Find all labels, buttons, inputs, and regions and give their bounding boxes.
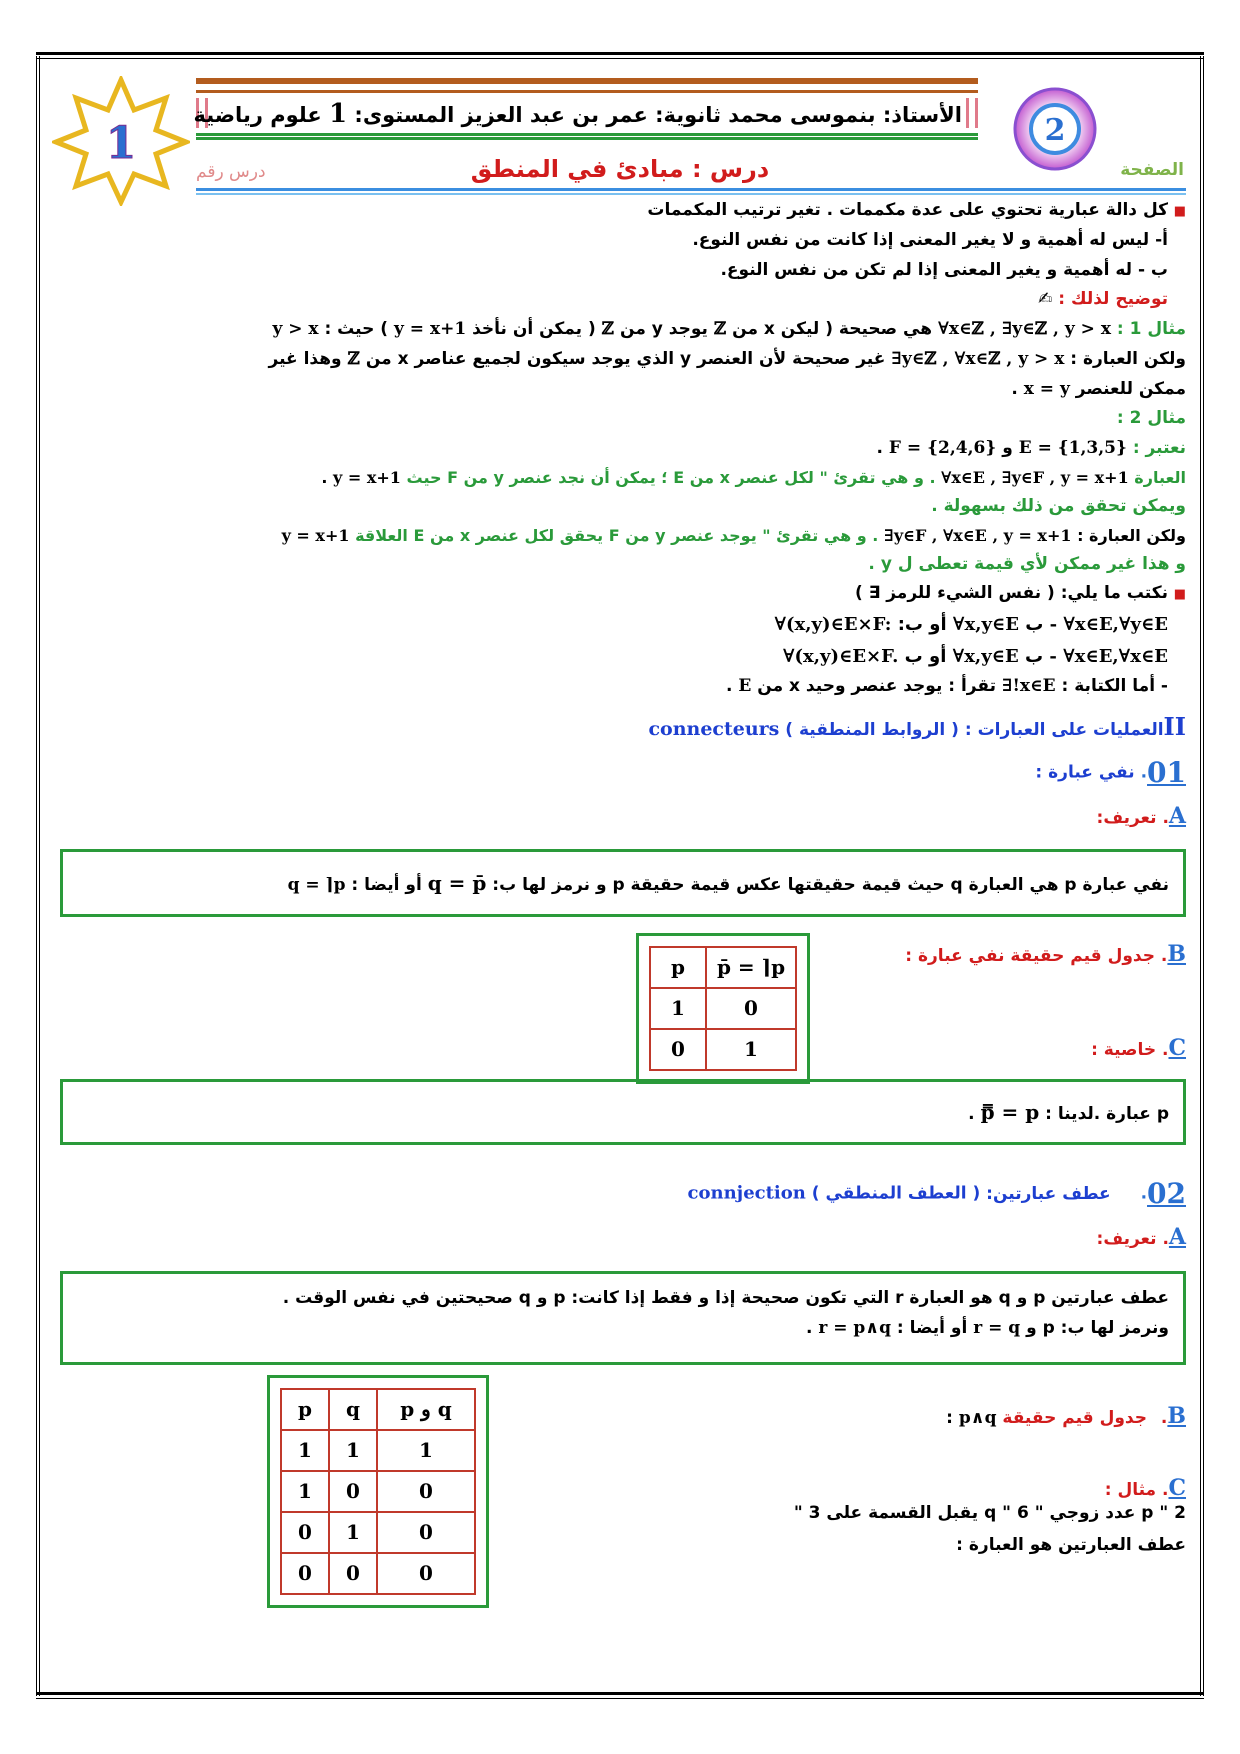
ex2-math1: ∀x∈E , ∃y∈F , y = x+1 — [941, 467, 1129, 487]
pen-hand-icon: ✍ — [1038, 289, 1053, 310]
s01-c-label: خاصية : — [1091, 1040, 1157, 1061]
lesson-title: درس : مبادئ في المنطق — [470, 155, 770, 183]
ex1-line3 — [60, 375, 1186, 405]
b2-r1c: ∀x,y∈E — [952, 614, 1019, 635]
s01-title: نفي عبارة : — [1035, 762, 1135, 783]
s02-title: عطف عبارتين: — [986, 1183, 1111, 1204]
ex2-but-b: . و هي تقرئ " يوجد عنصر y من F يحقق لكل عنصر x من E العلاقة — [355, 525, 879, 545]
ex2-but-a: ولكن العبارة : — [1077, 525, 1186, 545]
b2-r2e: ∀(x,y)∈E×F. — [782, 645, 899, 667]
b2-r3b: تقرأ : يوجد عنصر وحيد x من — [757, 676, 996, 696]
lesson-number-label: درس رقم — [196, 162, 266, 182]
s02-conj-line: عطف العبارتين هو العبارة : — [956, 1534, 1186, 1555]
ex1-math5: x = y — [1023, 378, 1070, 399]
ex1-text2: يوجد y من — [620, 319, 708, 339]
header-underline-light — [196, 193, 1186, 195]
s02-heading: 02. عطف عبارتين: ( العطف المنطقي ) connjection — [687, 1177, 1186, 1211]
table-cell: 1 — [650, 988, 706, 1029]
s02-a-heading: A. تعريف: — [1096, 1224, 1186, 1251]
s01-def-text: نفي عبارة p هي العبارة q حيث قيمة حقيقتها عكس قيمة حقيقة p و نرمز لها ب: — [492, 874, 1169, 895]
b2-r2a: - ∀x∈E,∀x∈E — [1049, 645, 1168, 667]
s02-fr: connjection — [687, 1182, 806, 1204]
teacher-info-text: الأستاذ: بنموسى محمد ثانوية: عمر بن عبد العزيز المستوى: — [354, 103, 962, 127]
ex2-set-e: E = {1,3,5} — [1018, 438, 1127, 458]
s02-b-math: p∧q — [958, 1407, 997, 1428]
badge-right-text: 2 — [1044, 113, 1066, 148]
ex2-but — [60, 522, 1186, 550]
bullet2-intro — [60, 579, 1186, 609]
s02-def2m1: r = q — [973, 1317, 1021, 1338]
s02-definition-box — [60, 1271, 1186, 1365]
ex1-l2a: ولكن العبارة : — [1070, 348, 1186, 369]
page-label: الصفحة — [1120, 160, 1184, 180]
s01-truth-table — [649, 946, 797, 1071]
ex2-phrase — [60, 464, 1186, 492]
s02-truth-table — [280, 1388, 476, 1595]
ex1-text4: ) حيث : — [324, 319, 389, 339]
s02-b-colon: : — [946, 1407, 953, 1428]
s02-a-letter: A — [1168, 1224, 1186, 1251]
s02-def2c: . — [805, 1317, 813, 1338]
section-ii-heading — [60, 706, 1186, 748]
table-cell: 0 — [329, 1471, 377, 1512]
s02-def2a: ونرمز لها ب: p و — [1026, 1317, 1169, 1338]
ex2-math4: y = x+1 — [281, 525, 350, 545]
explain-text: توضيح لذلك : — [1058, 289, 1168, 310]
b2-r1e: ∀(x,y)∈E×F: — [774, 614, 892, 635]
level-number: 1 — [329, 99, 348, 129]
ex2-phrase-c: . — [321, 467, 328, 487]
s01-a-heading: A. تعريف: — [1096, 802, 1186, 829]
s02-def2m2: r = p∧q — [818, 1317, 891, 1338]
s01-property-box — [60, 1079, 1186, 1145]
s01-def-or: أو أيضا : — [351, 874, 422, 895]
ex1-l2c: وهذا غير — [268, 348, 342, 369]
section-ii-num: II — [1163, 711, 1186, 741]
ex2-set-f: F = {2,4,6} — [888, 438, 997, 458]
b2-r1d: أو ب: — [897, 614, 947, 635]
bullet-square-icon: ■ — [1173, 204, 1186, 219]
table-cell: 1 — [281, 1471, 329, 1512]
ex1-line1 — [60, 315, 1186, 345]
table-cell: 0 — [650, 1029, 706, 1070]
s02-truth-table-frame — [267, 1375, 489, 1608]
s01-a-label: تعريف: — [1096, 807, 1157, 828]
ex1-l2b: غير صحيحة لأن العنصر y الذي يوجد سيكون لجميع عناصر x من — [365, 348, 886, 369]
circle-badge-icon — [1012, 86, 1098, 172]
section-ii-text: العمليات على العبارات : ( الروابط المنطقية ) — [785, 719, 1164, 740]
ex2-math3: ∃y∈F , ∀x∈E , y = x+1 — [883, 525, 1072, 545]
s02-a-label: تعريف: — [1096, 1229, 1157, 1250]
table-row — [281, 1553, 475, 1594]
s02-c-letter: C — [1168, 1474, 1186, 1501]
ex1-math3: y > x — [272, 319, 319, 339]
s01-a-letter: A — [1168, 802, 1186, 829]
table-cell: 1 — [329, 1512, 377, 1553]
bullet2-row3 — [60, 672, 1186, 702]
ex2-label: مثال 2 : — [1116, 408, 1186, 429]
bullet2-row1 — [60, 609, 1186, 641]
table-cell: 0 — [329, 1553, 377, 1594]
ex1-line2 — [60, 345, 1186, 375]
bullet2-row2 — [60, 641, 1186, 673]
ex2-consider-label: نعتبر : — [1132, 438, 1186, 458]
table-cell: 0 — [706, 988, 796, 1029]
table-header-cell: p — [650, 947, 706, 988]
b2-r2d: أو ب — [904, 645, 947, 667]
s02-def2b: أو أيضا : — [896, 1317, 968, 1338]
header-underline-blue — [196, 188, 1186, 191]
top-rule-1 — [36, 52, 1204, 55]
s02-def1: عطف عبارتين p و q هو العبارة r التي تكون صحيحة إذا و فقط إذا كانت: p و q صحيحتين في نفس الوقت . — [282, 1287, 1169, 1308]
ex2-math2: y = x+1 — [333, 467, 401, 487]
table-row — [650, 988, 796, 1029]
table-cell: 1 — [329, 1430, 377, 1471]
s01-c-heading: C. خاصية : — [1091, 1035, 1186, 1062]
s01-truth-table-frame — [636, 933, 810, 1084]
ex1-z1: ℤ — [713, 319, 727, 339]
bottom-rule-2 — [36, 1698, 1204, 1699]
s01-definition-box — [60, 849, 1186, 917]
ex1-math2: y = x+1 — [393, 319, 467, 339]
ex1-label: مثال 1 : — [1116, 319, 1186, 339]
table-cell: 0 — [281, 1512, 329, 1553]
s02-table-area — [60, 1375, 1186, 1585]
s01-property — [968, 1095, 1169, 1130]
ex1-math4: ∃y∈ℤ , ∀x∈ℤ , y > x — [891, 348, 1065, 369]
b2-r1a: - ∀x∈E,∀y∈E — [1049, 614, 1168, 635]
s01-prop-m: p̿ = p — [980, 1099, 1040, 1124]
ex1-text1: هي صحيحة ( ليكن x من — [732, 319, 933, 339]
b2-r3e: E — [738, 676, 752, 696]
ex2-consider — [60, 434, 1186, 464]
ex2-and: و — [1002, 438, 1013, 458]
ex1-z3: ℤ — [347, 348, 360, 369]
table-header-row — [650, 947, 796, 988]
b2-r3m: ∃!x∈E — [1001, 676, 1056, 696]
bullet-square-icon: ■ — [1173, 587, 1186, 603]
ex1-text3: ( يمكن أن نأخذ — [472, 319, 596, 339]
b2-r3c: . — [726, 676, 733, 696]
table-cell: 0 — [377, 1553, 475, 1594]
table-header-cell: q — [329, 1389, 377, 1430]
s01-definition — [288, 866, 1169, 901]
s01-def-m1: q = p̄ — [427, 870, 487, 895]
b2-r2c: ∀x,y∈E — [952, 645, 1019, 667]
badge-left-text: 1 — [105, 118, 137, 169]
table-cell: 0 — [281, 1553, 329, 1594]
ex1-z2: ℤ — [601, 319, 615, 339]
s01-prop-b: . — [968, 1103, 975, 1124]
s02-b-label: جدول قيم حقيقة — [1002, 1407, 1147, 1428]
table-cell: 1 — [281, 1430, 329, 1471]
s01-b-heading: B. جدول قيم حقيقة نفي عبارة : — [905, 941, 1186, 968]
bullet1-line1 — [60, 196, 1186, 226]
s01-b-label: جدول قيم حقيقة نفي عبارة : — [905, 946, 1155, 967]
s02-c-label: مثال : — [1104, 1479, 1157, 1500]
s01-prop-a: p عبارة .لدينا : — [1045, 1103, 1169, 1124]
ex2-easy: ويمكن تحقق من ذلك بسهولة . — [931, 495, 1186, 516]
b2-r2b: ب — [1024, 645, 1044, 667]
table-row — [281, 1471, 475, 1512]
table-row — [281, 1512, 475, 1553]
table-cell: 1 — [706, 1029, 796, 1070]
s02-b-letter: B — [1167, 1402, 1186, 1429]
s01-c-letter: C — [1168, 1035, 1186, 1062]
s02-def2 — [77, 1314, 1169, 1344]
s01-num: 01 — [1147, 755, 1186, 789]
ex2-impossible: و هذا غير ممكن لأي قيمة تعطى ل y . — [868, 553, 1186, 574]
ex2-phrase-b: . و هي تقرئ " لكل عنصر x من E ؛ يمكن أن نجد عنصر y من F حيث — [406, 467, 936, 487]
section-ii-fr: connecteurs — [648, 717, 780, 740]
bullet1-text1: كل دالة عبارية تحتوي على عدة مكممات . تغير ترتيب المكممات — [647, 200, 1168, 220]
s02-example-line: p " 2 عدد زوجي " q " 6 يقبل القسمة على 3 " — [793, 1502, 1186, 1523]
b2-r1b: ب — [1025, 614, 1044, 635]
star-badge-icon — [52, 76, 190, 206]
table-header-cell: p̄ = ⌉p — [706, 947, 796, 988]
table-cell: 0 — [377, 1471, 475, 1512]
table-header-cell: p و q — [377, 1389, 475, 1430]
s02-c-heading: C. مثال : — [1104, 1474, 1186, 1501]
table-header-row — [281, 1389, 475, 1430]
table-cell: 0 — [377, 1512, 475, 1553]
s01-b-letter: B — [1167, 941, 1186, 968]
lesson-content — [60, 196, 1186, 1694]
banner-top-bar — [196, 78, 978, 84]
ex1-l3b: . — [1011, 378, 1018, 399]
teacher-info-line — [193, 94, 962, 134]
ex1-l3a: ممكن للعنصر — [1075, 378, 1186, 399]
s02-num: 02 — [1147, 1177, 1186, 1211]
table-row — [650, 1029, 796, 1070]
s01-heading: 01. نفي عبارة : — [1035, 755, 1186, 789]
bullet2-intro-text: نكتب ما يلي: ( نفس الشيء للرمز ∃ ) — [855, 583, 1168, 604]
s01-def-m2: q = ⌉p — [287, 874, 346, 895]
bullet1-line3: ب - له أهمية و يغير المعنى إذا لم تكن من نفس النوع. — [720, 259, 1168, 280]
table-header-cell: p — [281, 1389, 329, 1430]
banner-bottom-bar-2 — [196, 137, 978, 140]
ex2-phrase-a: العبارة — [1134, 467, 1186, 487]
level-text: علوم رياضية — [193, 103, 322, 127]
s02-paren: ( العطف المنطقي ) — [811, 1183, 981, 1204]
s02-b-heading: B. جدول قيم حقيقة p∧q : — [946, 1402, 1186, 1429]
explain-heading — [60, 285, 1186, 315]
s01-table-area — [60, 933, 1186, 1071]
table-cell: 1 — [377, 1430, 475, 1471]
banner-top-bar-2 — [196, 90, 978, 93]
table-row — [281, 1430, 475, 1471]
bullet1-line2: أ- ليس له أهمية و لا يغير المعنى إذا كانت من نفس النوع. — [692, 229, 1168, 250]
banner-right-pipes — [966, 98, 978, 128]
ex1-math1: ∀x∈ℤ , ∃y∈ℤ , y > x — [937, 319, 1111, 339]
ex2-dot: . — [876, 438, 883, 458]
b2-r3a: - أما الكتابة : — [1061, 676, 1168, 696]
